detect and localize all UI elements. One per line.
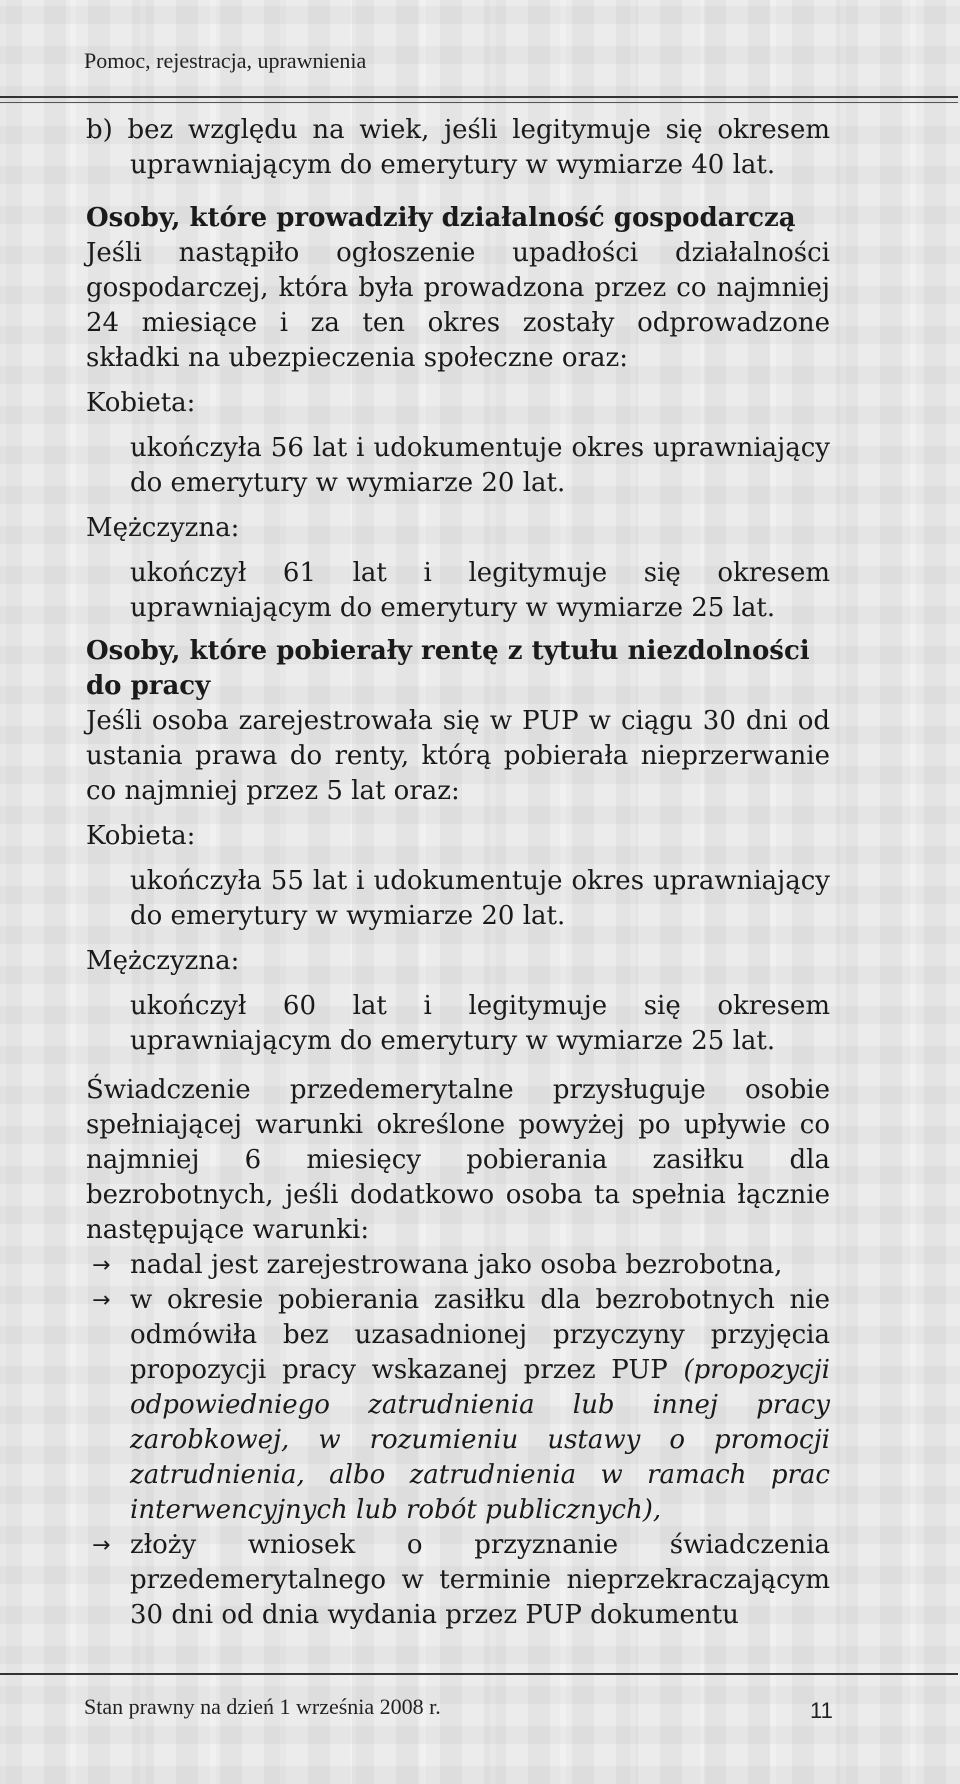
conditions-list: [86, 1248, 830, 1633]
item-b-paragraph: b) bez względu na wiek, jeśli legitymuje się okresem uprawniającym do emerytury w wymiarze 40 lat.: [86, 115, 830, 180]
body-text: [86, 113, 830, 1633]
summary-paragraph: Świadczenie przedemerytalne przysługuje osobie spełniającej warunki określone powyżej po upływie co najmniej 6 miesięcy pobierania zasiłku dla bezrobotnych, jeśli dodatkowo osoba ta spełnia łącznie następujące warunki:: [86, 1075, 830, 1245]
condition-text: nadal jest zarejestrowana jako osoba bezrobotna,: [130, 1250, 783, 1280]
woman-condition: ukończyła 55 lat i udokumentuje okres uprawniający do emerytury w wymiarze 20 lat.: [130, 866, 830, 931]
list-item: [86, 1528, 830, 1633]
man-condition: ukończył 60 lat i legitymuje się okresem uprawniającym do emerytury w wymiarze 25 lat.: [130, 991, 830, 1056]
header-rule-thick: [0, 96, 958, 98]
footer-rule: [0, 1673, 958, 1675]
list-item: [86, 1283, 830, 1528]
section-intro-pension: Jeśli osoba zarejestrowała się w PUP w ciągu 30 dni od ustania prawa do renty, którą pobierała nieprzerwanie co najmniej przez 5 lat oraz:: [86, 706, 830, 806]
arrow-right-icon: →: [92, 1253, 111, 1278]
header-rule-thin: [0, 102, 958, 103]
woman-label: Kobieta:: [86, 388, 196, 418]
page-number: 11: [810, 1698, 833, 1723]
list-item: [86, 1248, 830, 1283]
running-header: Pomoc, rejestracja, uprawnienia: [84, 48, 367, 73]
condition-text: w okresie pobierania zasiłku dla bezrobotnych nie odmówiła bez uzasadnionej przyczyny przyjęcia propozycji pracy wskazanej przez PUP: [130, 1285, 830, 1385]
man-label: Mężczyzna:: [86, 946, 240, 976]
legal-status-footer: Stan prawny na dzień 1 września 2008 r.: [84, 1694, 441, 1719]
woman-condition: ukończyła 56 lat i udokumentuje okres uprawniający do emerytury w wymiarze 20 lat.: [130, 433, 830, 498]
condition-italic-note: (propozycji odpowiedniego zatrudnienia lub innej pracy zarobkowej, w rozumieniu ustawy o promocji zatrudnienia, albo zatrudnienia w ramach prac interwencyjnych lub robót publicznych),: [130, 1355, 830, 1525]
arrow-right-icon: →: [92, 1533, 111, 1558]
section-heading-pension: Osoby, które pobierały rentę z tytułu niezdolności do pracy: [86, 636, 810, 701]
condition-text: złoży wniosek o przyznanie świadczenia przedemerytalnego w terminie nieprzekraczającym 30 dni od dnia wydania przez PUP dokumentu: [130, 1530, 830, 1630]
section-intro-business: Jeśli nastąpiło ogłoszenie upadłości działalności gospodarczej, która była prowadzona przez co najmniej 24 miesiące i za ten okres zostały odprowadzone składki na ubezpieczenia społeczne oraz:: [86, 238, 830, 373]
arrow-right-icon: →: [92, 1288, 111, 1313]
section-heading-business: Osoby, które prowadziły działalność gospodarczą: [86, 203, 796, 233]
man-condition: ukończył 61 lat i legitymuje się okresem uprawniającym do emerytury w wymiarze 25 lat.: [130, 558, 830, 623]
woman-label: Kobieta:: [86, 821, 196, 851]
man-label: Mężczyzna:: [86, 513, 240, 543]
